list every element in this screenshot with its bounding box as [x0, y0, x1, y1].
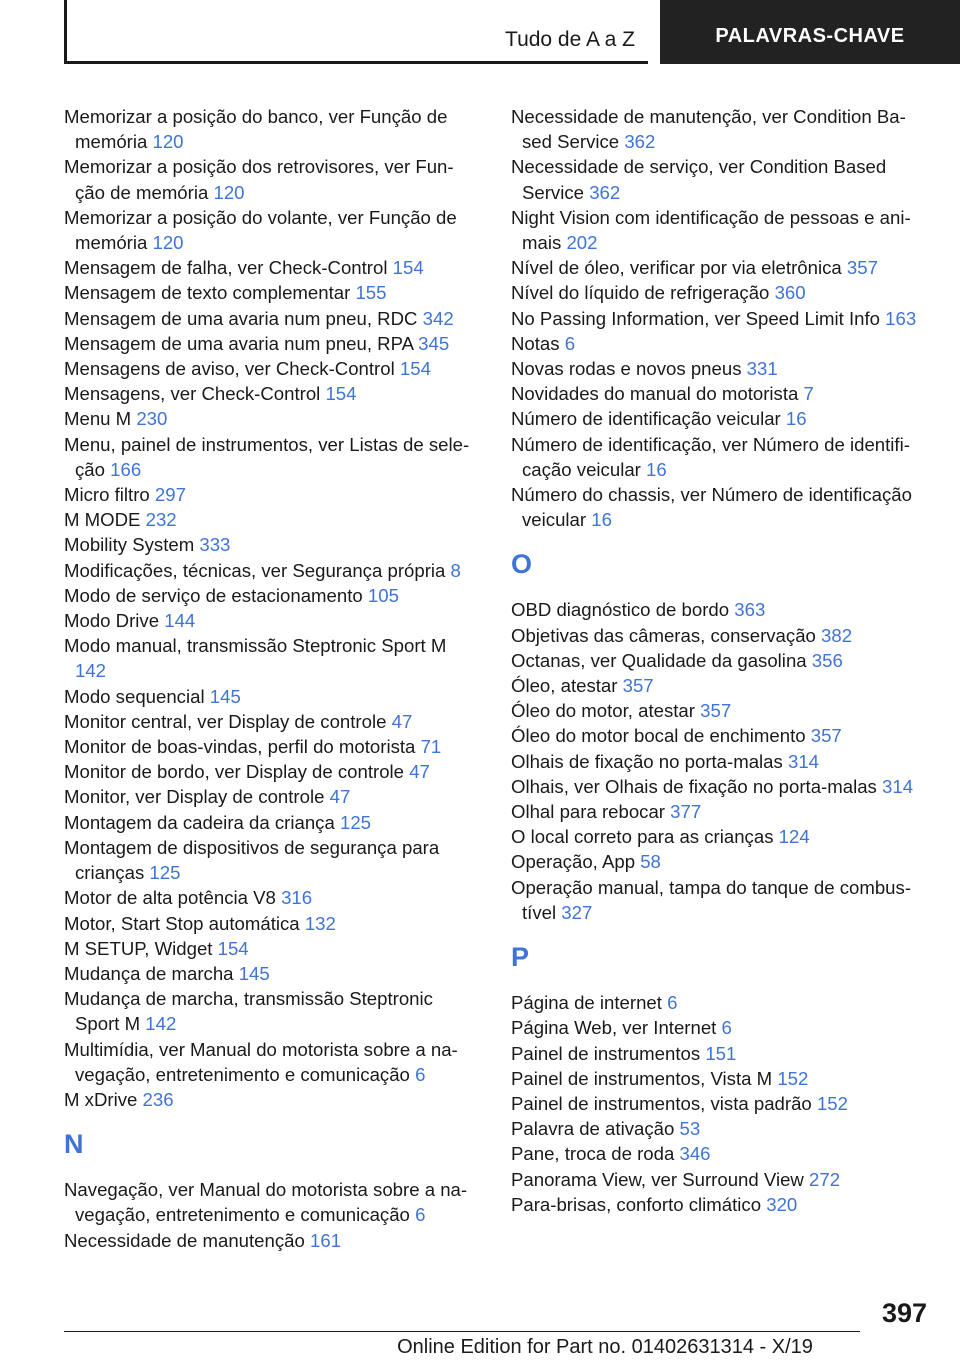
- page-reference-link[interactable]: 58: [640, 851, 661, 873]
- index-entry-text: Painel de instrumentos, vista padrão: [511, 1092, 812, 1114]
- page-reference-link[interactable]: 356: [811, 649, 843, 671]
- index-entry: [511, 1015, 923, 1040]
- page-reference-link[interactable]: 357: [622, 675, 654, 697]
- index-entry-text: Número do chassis, ver Número de identificação veicular: [511, 484, 912, 531]
- index-entry-text: Mudança de marcha: [64, 962, 234, 984]
- footer-edition: Online Edition for Part no. 01402631314 - X/19: [397, 1336, 813, 1358]
- page-reference-link[interactable]: 47: [329, 786, 351, 808]
- index-entry: [64, 583, 476, 608]
- index-entry-text: Mensagem de uma avaria num pneu, RDC: [64, 307, 418, 329]
- header-left-rule: [64, 0, 67, 62]
- page-reference-link[interactable]: 297: [154, 484, 186, 506]
- page-reference-link[interactable]: 357: [810, 725, 842, 747]
- index-entry: [511, 1192, 923, 1217]
- index-entry-text: Monitor, ver Display de controle: [64, 786, 325, 808]
- index-entry: [64, 1177, 476, 1227]
- index-entry-text: Memorizar a posição do banco, ver Função de memória: [64, 106, 448, 153]
- page-reference-link[interactable]: 151: [705, 1042, 737, 1064]
- index-entry-text: Menu, painel de instrumentos, ver Listas de seleção: [64, 433, 470, 480]
- index-entry-text: Nível do líquido de refrigeração: [511, 282, 770, 304]
- index-entry-text: Operação, App: [511, 851, 636, 873]
- index-entry-text: Motor, Start Stop automática: [64, 912, 300, 934]
- page-reference-link[interactable]: 154: [392, 257, 424, 279]
- index-entry-text: Mudança de marcha, transmissão Steptronic Sport M: [64, 988, 433, 1035]
- index-entry-text: OBD diagnóstico de bordo: [511, 599, 730, 621]
- page-reference-link[interactable]: 232: [145, 509, 177, 531]
- page-reference-link[interactable]: 154: [399, 358, 431, 380]
- index-entry-text: Necessidade de manutenção, ver Condition Based Service: [511, 106, 906, 153]
- page-reference-link[interactable]: 16: [646, 458, 667, 480]
- page-reference-link[interactable]: 154: [217, 937, 249, 959]
- page-reference-link[interactable]: 120: [213, 181, 245, 203]
- index-entry: [511, 331, 923, 356]
- index-entry: [511, 356, 923, 381]
- index-entry: [511, 154, 923, 204]
- page-reference-link[interactable]: 71: [420, 736, 442, 758]
- index-entry: [511, 255, 923, 280]
- index-entry: [64, 759, 476, 784]
- index-entry: [511, 723, 923, 748]
- page-reference-link[interactable]: 6: [564, 332, 576, 354]
- index-entry-text: M xDrive: [64, 1088, 138, 1110]
- page-reference-link[interactable]: 357: [700, 700, 732, 722]
- index-entry: [511, 1041, 923, 1066]
- index-entry: [64, 936, 476, 961]
- index-entry-text: Montagem da cadeira da criança: [64, 811, 335, 833]
- page-reference-link[interactable]: 152: [777, 1067, 809, 1089]
- index-entry: [64, 205, 476, 255]
- page-reference-link[interactable]: 124: [778, 826, 810, 848]
- page-reference-link[interactable]: 145: [209, 685, 241, 707]
- index-entry-text: Memorizar a posição dos retrovisores, ver Função de memória: [64, 156, 454, 203]
- index-entry-text: Página de internet: [511, 992, 662, 1014]
- page-reference-link[interactable]: 132: [304, 912, 336, 934]
- index-entry-text: Modo manual, transmissão Steptronic Sport M: [64, 635, 447, 657]
- page-reference-link[interactable]: 125: [149, 862, 181, 884]
- page-reference-link[interactable]: 142: [145, 1013, 177, 1035]
- page-reference-link[interactable]: 6: [667, 992, 678, 1014]
- index-entry-text: Óleo do motor bocal de enchimento: [511, 725, 806, 747]
- index-entry: [64, 885, 476, 910]
- page-reference-link[interactable]: 163: [885, 307, 917, 329]
- index-entry: [511, 406, 923, 431]
- page-reference-link[interactable]: 105: [367, 584, 399, 606]
- index-entry: [511, 1116, 923, 1141]
- page-reference-link[interactable]: 16: [785, 408, 807, 430]
- page-reference-link[interactable]: 53: [679, 1118, 701, 1140]
- page-reference-link[interactable]: 161: [310, 1229, 342, 1251]
- index-entry-text: Modo de serviço de estacionamento: [64, 584, 363, 606]
- page-reference-link[interactable]: 155: [355, 282, 387, 304]
- index-entry: [64, 986, 476, 1036]
- page-reference-link[interactable]: 363: [734, 599, 766, 621]
- keywords-tab[interactable]: PALAVRAS-CHAVE: [660, 0, 960, 64]
- index-entry: [64, 633, 476, 683]
- index-entry-text: Olhais, ver Olhais de fixação no porta-malas: [511, 775, 877, 797]
- index-entry: [64, 1087, 476, 1112]
- index-entry: [64, 784, 476, 809]
- index-entry-text: Mobility System: [64, 534, 195, 556]
- index-entry-text: Painel de instrumentos: [511, 1042, 701, 1064]
- index-entry-text: Mensagem de uma avaria num pneu, RPA: [64, 332, 413, 354]
- index-entry: [64, 280, 476, 305]
- index-entry: [511, 104, 923, 154]
- index-entry: [64, 961, 476, 986]
- index-entry-text: Monitor central, ver Display de controle: [64, 710, 387, 732]
- page-reference-link[interactable]: 202: [566, 232, 598, 254]
- section-title: Tudo de A a Z: [505, 28, 635, 51]
- page-reference-link[interactable]: 166: [110, 458, 142, 480]
- index-entry: [511, 1141, 923, 1166]
- index-entry: [64, 810, 476, 835]
- index-entry: [64, 911, 476, 936]
- index-entry: [64, 306, 476, 331]
- index-entry-text: Mensagens de aviso, ver Check-Control: [64, 358, 395, 380]
- page-reference-link[interactable]: 342: [422, 307, 454, 329]
- index-entry: [511, 623, 923, 648]
- page-reference-link[interactable]: 6: [415, 1063, 426, 1085]
- index-entry: [511, 824, 923, 849]
- index-entry: [511, 432, 923, 482]
- index-entry: [64, 432, 476, 482]
- page-reference-link[interactable]: 362: [624, 131, 656, 153]
- index-entry: [64, 255, 476, 280]
- index-entry-text: Monitor de boas-vindas, perfil do motorista: [64, 736, 416, 758]
- index-entry-text: Palavra de ativação: [511, 1118, 675, 1140]
- page-reference-link[interactable]: 331: [746, 358, 778, 380]
- page-number: 397: [881, 1298, 927, 1328]
- index-entry: [511, 698, 923, 723]
- index-entry: [511, 648, 923, 673]
- index-entry-text: Novidades do manual do motorista: [511, 383, 799, 405]
- index-entry: [511, 774, 923, 799]
- index-entry: [64, 608, 476, 633]
- index-entry-text: Óleo do motor, atestar: [511, 700, 695, 722]
- page-reference-link[interactable]: 47: [391, 710, 413, 732]
- index-letter-heading: O: [511, 549, 533, 580]
- page-reference-link[interactable]: 382: [821, 624, 853, 646]
- index-entry-text: Mensagem de texto complementar: [64, 282, 351, 304]
- index-entry: [64, 709, 476, 734]
- page-reference-link[interactable]: 272: [809, 1168, 841, 1190]
- index-entry: [64, 104, 476, 154]
- footer-rule: [64, 1331, 860, 1332]
- index-entry-text: O local correto para as crianças: [511, 826, 774, 848]
- index-entry-text: M SETUP, Widget: [64, 937, 213, 959]
- index-entry: [511, 381, 923, 406]
- index-letter-heading: P: [511, 942, 530, 973]
- page-reference-link[interactable]: 154: [325, 383, 357, 405]
- index-entry: [511, 482, 923, 532]
- page-reference-link[interactable]: 316: [281, 887, 313, 909]
- index-entry-text: Nível de óleo, verificar por via eletrônica: [511, 257, 842, 279]
- index-column-right: [511, 104, 923, 1217]
- index-entry-text: Mensagens, ver Check-Control: [64, 383, 321, 405]
- page-reference-link[interactable]: 7: [803, 383, 814, 405]
- index-entry: [64, 356, 476, 381]
- index-entry: [64, 381, 476, 406]
- index-entry-text: Modo sequencial: [64, 685, 205, 707]
- index-entry-text: Operação manual, tampa do tanque de combustível: [511, 876, 912, 923]
- index-entry-text: Necessidade de serviço, ver Condition Based Service: [511, 156, 887, 203]
- page-reference-link[interactable]: 16: [591, 509, 612, 531]
- index-letter-heading: N: [64, 1129, 84, 1160]
- index-entry: [511, 673, 923, 698]
- page-reference-link[interactable]: 6: [721, 1017, 732, 1039]
- index-entry-text: Número de identificação, ver Número de identificação veicular: [511, 433, 910, 480]
- page-reference-link[interactable]: 8: [450, 559, 461, 581]
- page-reference-link[interactable]: 327: [561, 901, 593, 923]
- page-reference-link[interactable]: 47: [409, 761, 430, 783]
- index-entry-text: Mensagem de falha, ver Check-Control: [64, 257, 388, 279]
- index-entry-text: Notas: [511, 332, 560, 354]
- index-entry: [511, 875, 923, 925]
- index-entry: [64, 558, 476, 583]
- index-entry-text: Pane, troca de roda: [511, 1143, 675, 1165]
- index-entry-text: Página Web, ver Internet: [511, 1017, 717, 1039]
- index-entry-text: Número de identificação veicular: [511, 408, 781, 430]
- index-entry-text: No Passing Information, ver Speed Limit Info: [511, 307, 880, 329]
- index-entry: [64, 684, 476, 709]
- index-column-left: [64, 104, 476, 1253]
- page-reference-link[interactable]: 345: [418, 332, 450, 354]
- page-reference-link[interactable]: 236: [142, 1088, 174, 1110]
- index-entry: [64, 482, 476, 507]
- index-entry: [64, 406, 476, 431]
- index-entry: [511, 597, 923, 622]
- index-entry-text: Memorizar a posição do volante, ver Função de memória: [64, 206, 457, 254]
- index-entry-text: Painel de instrumentos, Vista M: [511, 1067, 773, 1089]
- page-reference-link[interactable]: 120: [152, 232, 184, 254]
- index-entry: [64, 835, 476, 885]
- page-reference-link[interactable]: 333: [199, 534, 231, 556]
- index-entry: [64, 331, 476, 356]
- page-reference-link[interactable]: 377: [670, 801, 702, 823]
- page-reference-link[interactable]: 320: [766, 1193, 798, 1215]
- index-entry: [511, 849, 923, 874]
- index-entry: [511, 280, 923, 305]
- index-entry-text: Panorama View, ver Surround View: [511, 1168, 804, 1190]
- page-reference-link[interactable]: 120: [152, 131, 184, 153]
- index-entry-text: Para-brisas, conforto climático: [511, 1193, 762, 1215]
- header-bottom-rule: [64, 61, 648, 64]
- page-reference-link[interactable]: 360: [774, 282, 806, 304]
- page-reference-link[interactable]: 357: [846, 257, 878, 279]
- index-entry-text: Montagem de dispositivos de segurança para crianças: [64, 836, 440, 884]
- page-reference-link[interactable]: 362: [589, 181, 621, 203]
- index-entry: [64, 154, 476, 204]
- index-entry-text: Night Vision com identificação de pessoas e animais: [511, 206, 911, 254]
- index-entry: [511, 306, 923, 331]
- page-reference-link[interactable]: 346: [679, 1143, 711, 1165]
- page-reference-link[interactable]: 142: [75, 660, 107, 682]
- index-entry: [511, 1091, 923, 1116]
- page-reference-link[interactable]: 6: [415, 1204, 426, 1226]
- page-reference-link[interactable]: 125: [339, 811, 372, 833]
- index-entry: [64, 507, 476, 532]
- index-entry-text: Menu M: [64, 408, 132, 430]
- page-reference-link[interactable]: 144: [164, 610, 196, 632]
- index-entry-text: Novas rodas e novos pneus: [511, 358, 742, 380]
- index-entry-text: Multimídia, ver Manual do motorista sobre a navegação, entretenimento e comunicação: [64, 1038, 458, 1085]
- index-entry: [511, 990, 923, 1015]
- index-entry-text: Micro filtro: [64, 484, 150, 506]
- index-entry: [511, 799, 923, 824]
- page-reference-link[interactable]: 314: [882, 775, 914, 797]
- index-entry: [64, 1037, 476, 1087]
- index-entry-text: Motor de alta potência V8: [64, 887, 276, 909]
- index-entry: [511, 205, 923, 255]
- index-entry-text: Óleo, atestar: [511, 675, 618, 697]
- index-entry-text: Octanas, ver Qualidade da gasolina: [511, 649, 807, 671]
- page-reference-link[interactable]: 152: [816, 1092, 848, 1114]
- index-entry: [64, 734, 476, 759]
- index-entry-text: Necessidade de manutenção: [64, 1229, 305, 1251]
- index-entry: [64, 1228, 476, 1253]
- page-reference-link[interactable]: 314: [788, 750, 820, 772]
- index-entry-text: Olhais de fixação no porta-malas: [511, 750, 783, 772]
- index-entry-text: Monitor de bordo, ver Display de controle: [64, 761, 405, 783]
- index-entry: [511, 1167, 923, 1192]
- index-entry-text: Objetivas das câmeras, conservação: [511, 624, 816, 646]
- index-entry: [511, 1066, 923, 1091]
- page-reference-link[interactable]: 145: [238, 962, 270, 984]
- index-entry-text: Navegação, ver Manual do motorista sobre a navegação, entretenimento e comunicação: [64, 1179, 468, 1226]
- index-entry: [64, 532, 476, 557]
- index-entry-text: Modo Drive: [64, 610, 160, 632]
- index-entry: [511, 749, 923, 774]
- index-entry-text: Olhal para rebocar: [511, 801, 665, 823]
- index-entry-text: M MODE: [64, 509, 141, 531]
- page-reference-link[interactable]: 230: [136, 408, 168, 430]
- index-entry-text: Modificações, técnicas, ver Segurança própria: [64, 559, 446, 581]
